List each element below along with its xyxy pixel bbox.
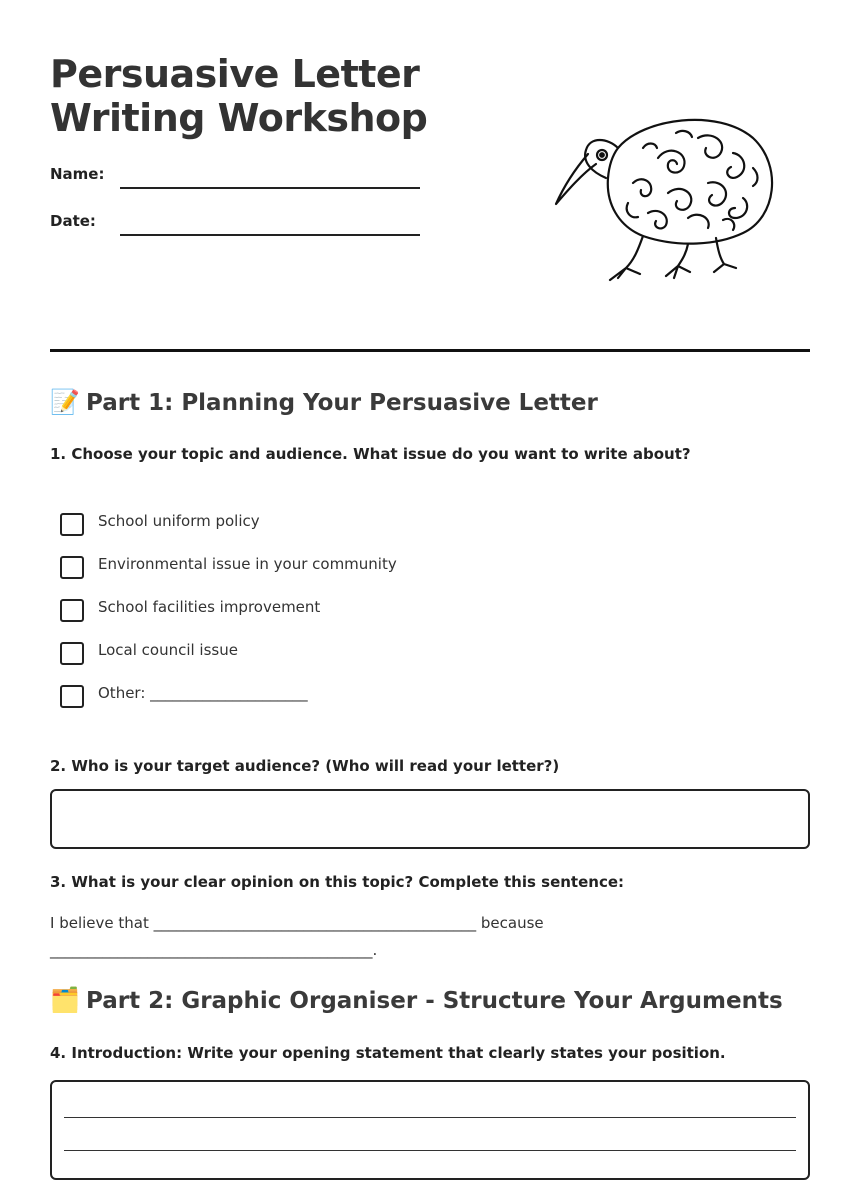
topic-checkbox[interactable] <box>60 599 84 622</box>
topic-checkbox[interactable] <box>60 513 84 536</box>
topic-option-label: School uniform policy <box>98 512 260 530</box>
topic-checkbox[interactable] <box>60 556 84 579</box>
opinion-sentence-line-1: I believe that ___________________________________________ because <box>50 914 544 932</box>
part1-heading <box>50 388 810 416</box>
memo-icon: 📝 <box>50 388 80 416</box>
worksheet-title <box>50 52 520 140</box>
topic-option[interactable] <box>60 637 560 680</box>
topic-option[interactable] <box>60 594 560 637</box>
topic-option-label: Environmental issue in your community <box>98 555 397 573</box>
part2-heading <box>50 986 810 1014</box>
part1-heading-text: Part 1: Planning Your Persuasive Letter <box>86 390 598 416</box>
audience-answer-box[interactable] <box>50 789 810 849</box>
header-divider <box>50 349 810 352</box>
topic-option[interactable] <box>60 680 560 723</box>
topic-option[interactable] <box>60 508 560 551</box>
question-2: 2. Who is your target audience? (Who will read your letter?) <box>50 757 560 775</box>
date-label: Date: <box>50 212 96 230</box>
writing-line <box>64 1117 796 1118</box>
folder-icon: 🗂️ <box>50 986 80 1014</box>
title-line-1: Persuasive Letter <box>50 52 420 96</box>
topic-option-label: Local council issue <box>98 641 238 659</box>
topic-option-label: Other: _____________________ <box>98 684 308 702</box>
topic-option-label: School facilities improvement <box>98 598 321 616</box>
topic-checkbox[interactable] <box>60 642 84 665</box>
date-blank-line[interactable] <box>120 234 420 236</box>
question-3: 3. What is your clear opinion on this topic? Complete this sentence: <box>50 873 625 891</box>
kiwi-bird-illustration <box>548 108 780 288</box>
opinion-sentence[interactable] <box>50 910 810 964</box>
introduction-answer-box[interactable] <box>50 1080 810 1180</box>
question-4: 4. Introduction: Write your opening statement that clearly states your position. <box>50 1044 726 1062</box>
question-1: 1. Choose your topic and audience. What issue do you want to write about? <box>50 445 691 463</box>
name-blank-line[interactable] <box>120 187 420 189</box>
title-line-2: Writing Workshop <box>50 96 428 140</box>
part2-heading-text: Part 2: Graphic Organiser - Structure Your Arguments <box>86 988 783 1014</box>
topic-checkbox[interactable] <box>60 685 84 708</box>
name-field <box>50 165 420 195</box>
topic-option[interactable] <box>60 551 560 594</box>
opinion-sentence-line-2: ___________________________________________. <box>50 941 378 959</box>
name-label: Name: <box>50 165 105 183</box>
topic-options-list <box>60 508 560 723</box>
writing-line <box>64 1150 796 1151</box>
date-field <box>50 212 420 242</box>
